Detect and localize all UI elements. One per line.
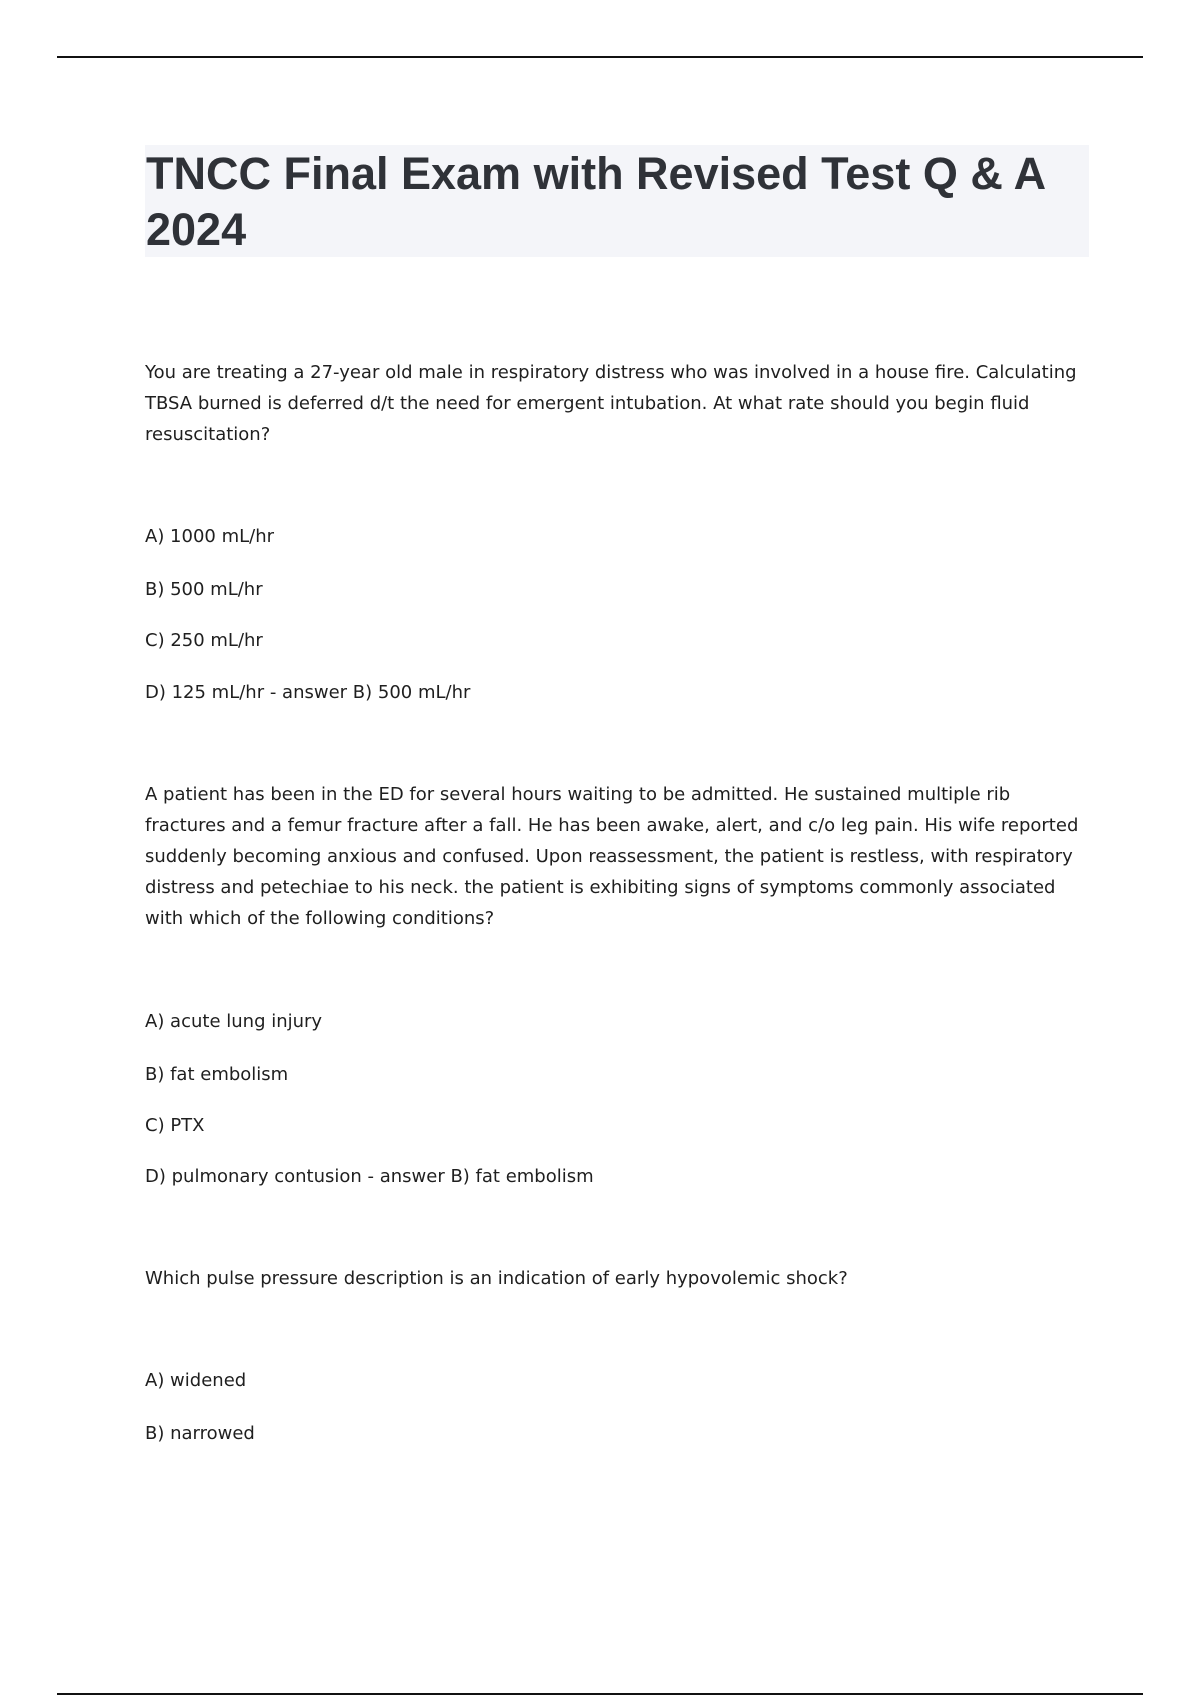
question-3-option-b: B) narrowed [145,1423,255,1444]
question-1-prompt: You are treating a 27-year old male in respiratory distress who was involved in a house fire. Calculating TBSA burned is deferred d/t the need for emergent intubation. At what rate should you begin fluid resuscitation? [145,362,1077,445]
document-title: TNCC Final Exam with Revised Test Q & A 2024 [146,148,1045,255]
question-3-prompt: Which pulse pressure description is an indication of early hypovolemic shock? [145,1268,848,1289]
question-2-option-c: C) PTX [145,1115,205,1136]
question-1-option-a: A) 1000 mL/hr [145,526,275,547]
question-2-option-b: B) fat embolism [145,1064,289,1085]
question-1-option-b: B) 500 mL/hr [145,579,263,600]
question-2-prompt: A patient has been in the ED for several hours waiting to be admitted. He sustained multiple rib fractures and a femur fracture after a fall. He has been awake, alert, and c/o leg pain. His wife reported suddenly becoming anxious and confused. Upon reassessment, the patient is restless, with respiratory distress and petechiae to his neck. the patient is exhibiting signs of symptoms commonly associated with which of the following conditions? [145,784,1079,929]
bottom-rule [57,1693,1143,1695]
question-1-option-c: C) 250 mL/hr [145,630,263,651]
question-2-option-a: A) acute lung injury [145,1011,323,1032]
top-rule [57,56,1143,58]
question-2-option-d-answer: D) pulmonary contusion - answer B) fat embolism [145,1166,594,1187]
question-1-option-d-answer: D) 125 mL/hr - answer B) 500 mL/hr [145,682,471,703]
question-3-option-a: A) widened [145,1370,247,1391]
